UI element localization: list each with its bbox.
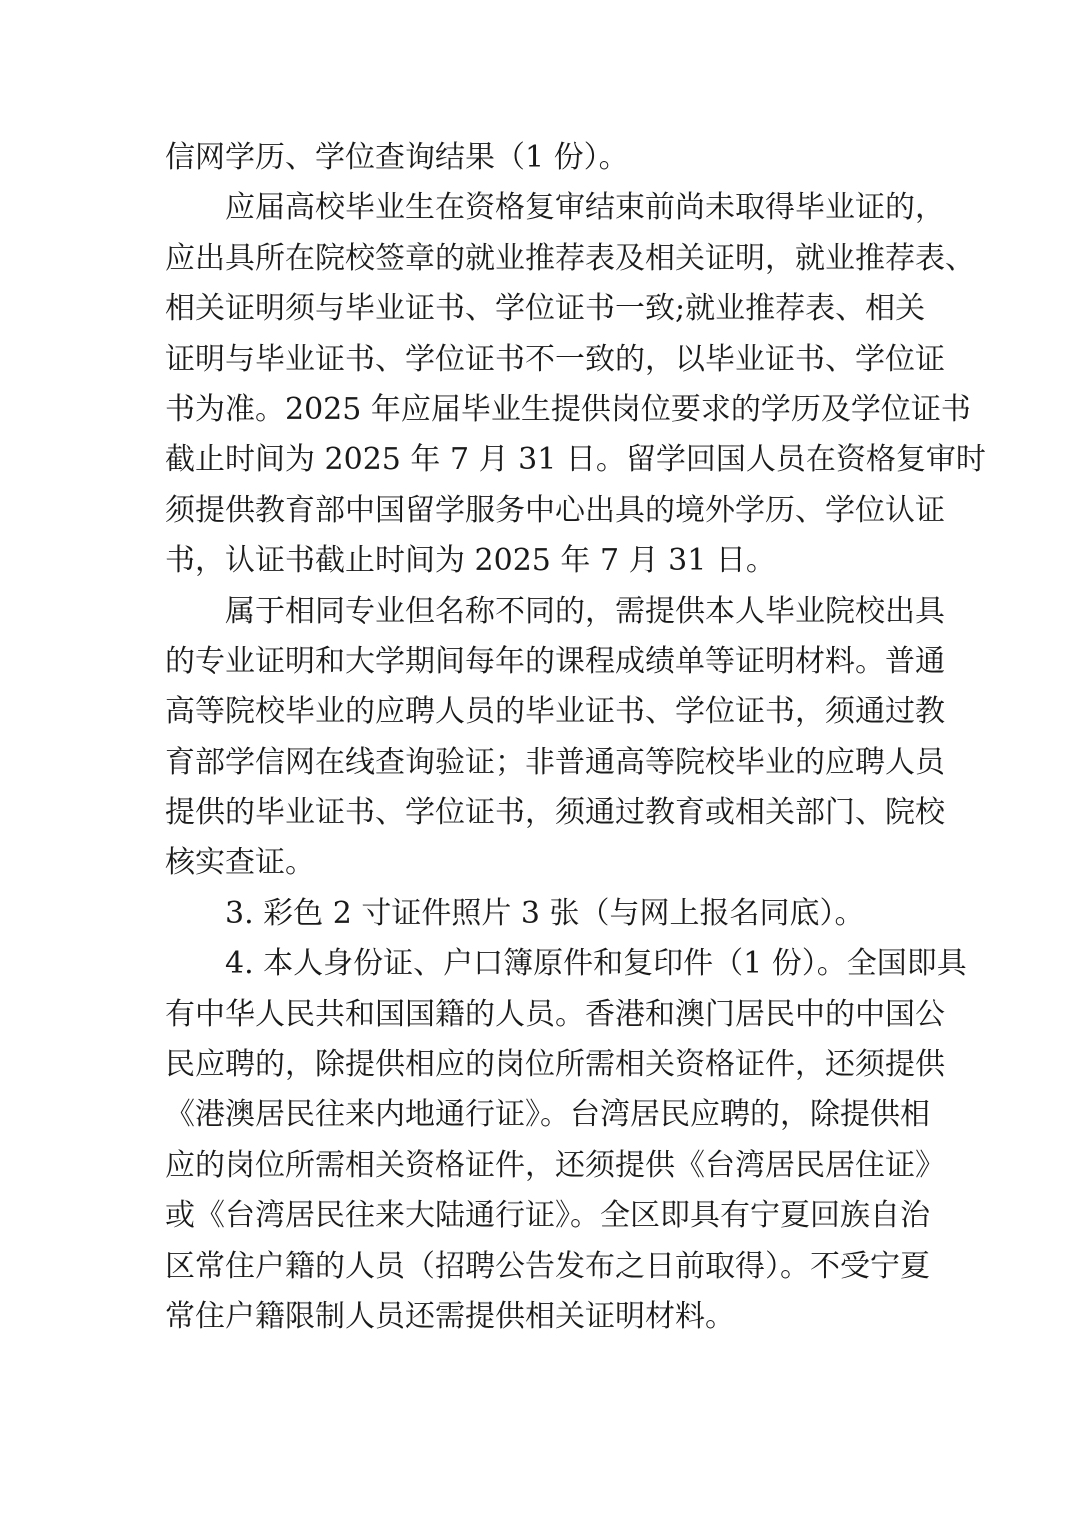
text-line: 的专业证明和大学期间每年的课程成绩单等证明材料。普通 bbox=[165, 643, 945, 679]
text-line: 应出具所在院校签章的就业推荐表及相关证明，就业推荐表、 bbox=[165, 240, 975, 276]
text-line: 有中华人民共和国国籍的人员。香港和澳门居民中的中国公 bbox=[165, 996, 945, 1032]
text-line: 3. 彩色 2 寸证件照片 3 张（与网上报名同底）。 bbox=[225, 895, 865, 931]
document-body bbox=[165, 133, 986, 1342]
text-line: 应届高校毕业生在资格复审结束前尚未取得毕业证的， bbox=[225, 190, 945, 226]
paragraph-fresh-graduates bbox=[165, 183, 986, 586]
text-line: 高等院校毕业的应聘人员的毕业证书、学位证书，须通过教 bbox=[165, 694, 945, 730]
text-line: 信网学历、学位查询结果（1 份）。 bbox=[165, 140, 629, 175]
text-line: 常住户籍限制人员还需提供相关证明材料。 bbox=[165, 1298, 735, 1334]
paragraph-item-3-photos bbox=[165, 889, 915, 939]
text-line: 区常住户籍的人员（招聘公告发布之日前取得）。不受宁夏 bbox=[165, 1248, 930, 1284]
text-line: 提供的毕业证书、学位证书，须通过教育或相关部门、院校 bbox=[165, 795, 945, 831]
text-line: 《港澳居民往来内地通行证》。台湾居民应聘的，除提供相 bbox=[165, 1097, 930, 1133]
paragraph-item-4-id-documents bbox=[165, 939, 967, 1342]
text-line: 须提供教育部中国留学服务中心出具的境外学历、学位认证 bbox=[165, 492, 945, 528]
text-line: 育部学信网在线查询验证；非普通高等院校毕业的应聘人员 bbox=[165, 744, 945, 780]
text-line: 截止时间为 2025 年 7 月 31 日。留学回国人员在资格复审时 bbox=[165, 442, 986, 478]
paragraph-continuation bbox=[165, 133, 915, 183]
text-line: 核实查证。 bbox=[165, 845, 315, 881]
text-line: 4. 本人身份证、户口簿原件和复印件（1 份）。全国即具 bbox=[225, 946, 967, 982]
text-line: 书，认证书截止时间为 2025 年 7 月 31 日。 bbox=[165, 543, 776, 579]
text-line: 相关证明须与毕业证书、学位证书一致;就业推荐表、相关 bbox=[165, 291, 926, 327]
text-line: 应的岗位所需相关资格证件，还须提供《台湾居民居住证》 bbox=[165, 1147, 945, 1183]
text-line: 或《台湾居民往来大陆通行证》。全区即具有宁夏回族自治 bbox=[165, 1198, 930, 1234]
paragraph-major-equivalence bbox=[165, 587, 945, 889]
text-line: 证明与毕业证书、学位证书不一致的，以毕业证书、学位证 bbox=[165, 341, 945, 377]
text-line: 书为准。2025 年应届毕业生提供岗位要求的学历及学位证书 bbox=[165, 391, 971, 427]
text-line: 属于相同专业但名称不同的，需提供本人毕业院校出具 bbox=[225, 593, 945, 629]
text-line: 民应聘的，除提供相应的岗位所需相关资格证件，还须提供 bbox=[165, 1047, 945, 1083]
